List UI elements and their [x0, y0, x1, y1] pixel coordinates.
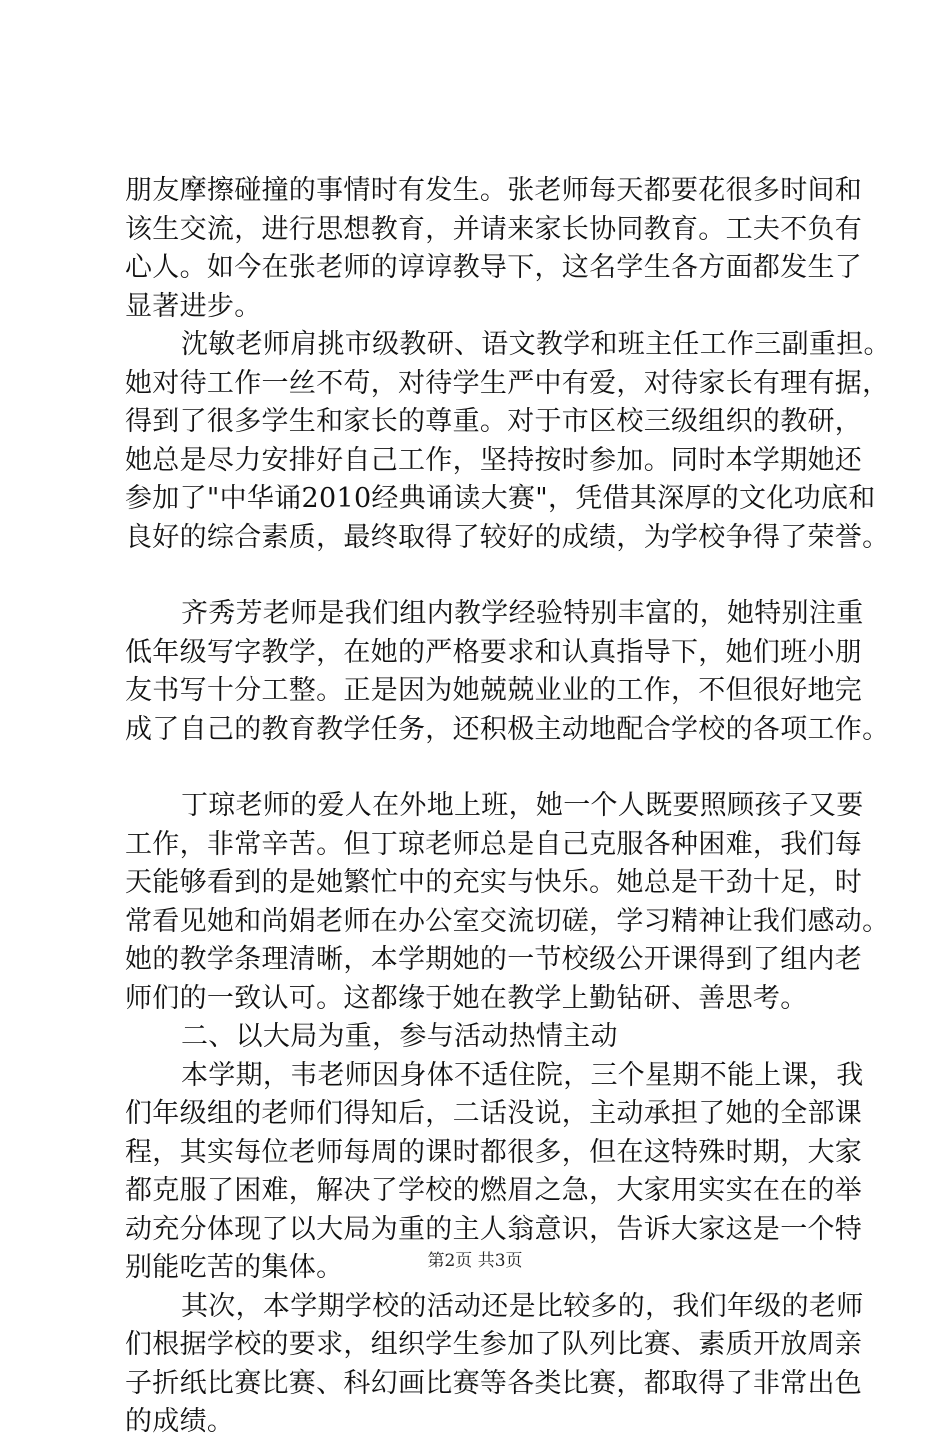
text-line: 其次，本学期学校的活动还是比较多的，我们年级的老师 [181, 1290, 864, 1322]
text-line: 师们的一致认可。这都缘于她在教学上勤钻研、善思考。 [125, 982, 808, 1014]
text-line: 程，其实每位老师每周的课时都很多，但在这特殊时期，大家 [125, 1136, 863, 1168]
text-line: 们根据学校的要求，组织学生参加了队列比赛、素质开放周亲 [125, 1329, 863, 1360]
text-line: 该生交流，进行思想教育，并请来家长协同教育。工夫不负有 [125, 213, 863, 245]
text-line: 心人。如今在张老师的谆谆教导下，这名学生各方面都发生了 [125, 252, 863, 283]
text-line: 友书写十分工整。正是因为她兢兢业业的工作，不但很好地完 [125, 675, 863, 706]
text-line: 参加了"中华诵2010经典诵读大赛"，凭借其深厚的文化功底和 [125, 483, 876, 514]
text-line: 她对待工作一丝不苟，对待学生严中有爱，对待家长有理有据， [125, 367, 890, 399]
heading-line: 二、以大局为重，参与活动热情主动 [181, 1021, 618, 1052]
text-line: 动充分体现了以大局为重的主人翁意识，告诉大家这是一个特 [125, 1213, 863, 1245]
text-line: 常看见她和尚娟老师在办公室交流切磋，学习精神让我们感动。 [125, 905, 890, 937]
text-line: 丁琼老师的爱人在外地上班，她一个人既要照顾孩子又要 [181, 790, 864, 821]
text-line: 别能吃苦的集体。 [125, 1252, 344, 1283]
text-line: 们年级组的老师们得知后，二话没说，主动承担了她的全部课 [125, 1098, 863, 1129]
text-line: 成了自己的教育教学任务，还积极主动地配合学校的各项工作。 [125, 713, 890, 745]
text-line: 得到了很多学生和家长的尊重。对于市区校三级组织的教研， [125, 406, 863, 437]
text-line: 低年级写字教学，在她的严格要求和认真指导下，她们班小朋 [125, 636, 863, 668]
text-line: 朋友摩擦碰撞的事情时有发生。张老师每天都要花很多时间和 [125, 175, 863, 206]
text-line: 本学期，韦老师因身体不适住院，三个星期不能上课，我 [181, 1059, 864, 1091]
text-line: 齐秀芳老师是我们组内教学经验特别丰富的，她特别注重 [181, 598, 864, 629]
text-line: 子折纸比赛比赛、科幻画比赛等各类比赛，都取得了非常出色 [125, 1367, 863, 1399]
text-line: 沈敏老师肩挑市级教研、语文教学和班主任工作三副重担。 [181, 329, 891, 360]
text-line: 工作，非常辛苦。但丁琼老师总是自己克服各种困难，我们每 [125, 828, 863, 860]
paragraph-activities [125, 1288, 864, 1442]
paragraph-ding [125, 787, 890, 1018]
page-footer: 第2页 共3页 [427, 1251, 523, 1271]
paragraph-shen [125, 326, 891, 557]
section-heading [125, 1018, 855, 1057]
text-line: 都克服了困难，解决了学校的燃眉之急，大家用实实在在的举 [125, 1175, 863, 1206]
text-line: 她的教学条理清晰，本学期她的一节校级公开课得到了组内老 [125, 944, 863, 975]
paragraph-qi [125, 595, 890, 749]
text-line: 的成绩。 [125, 1406, 235, 1437]
text-line: 她总是尽力安排好自己工作，坚持按时参加。同时本学期她还 [125, 444, 863, 476]
text-line: 天能够看到的是她繁忙中的充实与快乐。她总是干劲十足，时 [125, 867, 863, 898]
paragraph-zhang [125, 172, 863, 326]
text-line: 显著进步。 [125, 290, 262, 322]
text-line: 良好的综合素质，最终取得了较好的成绩，为学校争得了荣誉。 [125, 521, 890, 553]
